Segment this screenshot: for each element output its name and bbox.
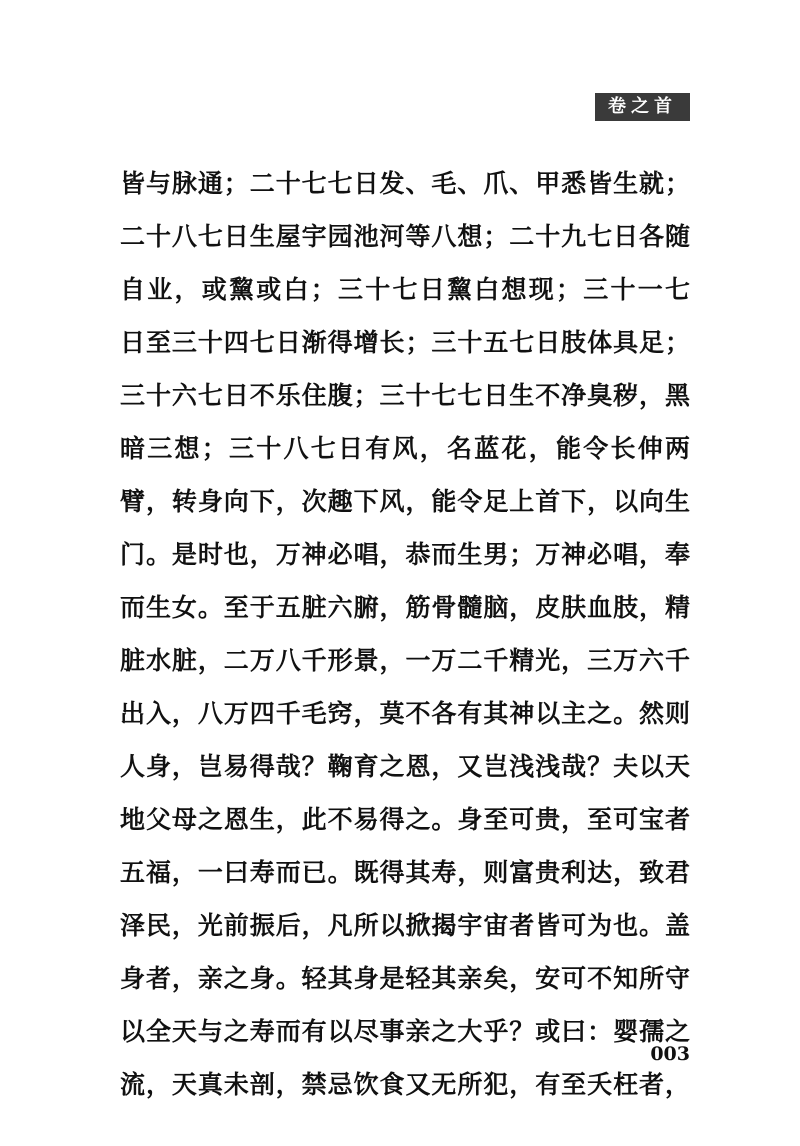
text-line: 五福，一曰寿而已。既得其寿，则富贵利达，致君 — [120, 858, 690, 887]
section-title-badge: 卷之首 — [595, 93, 690, 121]
text-line: 三十六七日不乐住腹；三十七七日生不净臭秽，黑 — [120, 381, 690, 410]
text-line: 出入，八万四千毛窍，莫不各有其神以主之。然则 — [120, 699, 690, 728]
text-line: 身者，亲之身。轻其身是轻其亲矣，安可不知所守 — [120, 964, 690, 993]
text-line: 流，天真未剖，禁忌饮食又无所犯，有至夭枉者， — [120, 1070, 690, 1099]
page-number: 003 — [650, 1043, 690, 1065]
body-text — [120, 157, 690, 1111]
text-line: 而生女。至于五脏六腑，筋骨髓脑，皮肤血肢，精 — [120, 593, 690, 622]
text-line: 门。是时也，万神必唱，恭而生男；万神必唱，奉 — [120, 540, 690, 569]
text-line: 自业，或黧或白；三十七日黧白想现；三十一七 — [120, 275, 690, 304]
text-line: 日至三十四七日渐得增长；三十五七日肢体具足； — [120, 328, 690, 357]
text-line: 人身，岂易得哉？鞠育之恩，又岂浅浅哉？夫以天 — [120, 752, 690, 781]
text-line: 暗三想；三十八七日有风，名蓝花，能令长伸两 — [120, 434, 690, 463]
text-line: 地父母之恩生，此不易得之。身至可贵，至可宝者 — [120, 805, 690, 834]
text-line: 泽民，光前振后，凡所以掀揭宇宙者皆可为也。盖 — [120, 911, 690, 940]
text-line: 臂，转身向下，次趣下风，能令足上首下，以向生 — [120, 487, 690, 516]
text-line: 脏水脏，二万八千形景，一万二千精光，三万六千 — [120, 646, 690, 675]
text-line: 皆与脉通；二十七七日发、毛、爪、甲悉皆生就； — [120, 169, 690, 198]
text-line: 二十八七日生屋宇园池河等八想；二十九七日各随 — [120, 222, 690, 251]
text-line: 以全天与之寿而有以尽事亲之大乎？或曰：婴孺之 — [120, 1017, 690, 1046]
